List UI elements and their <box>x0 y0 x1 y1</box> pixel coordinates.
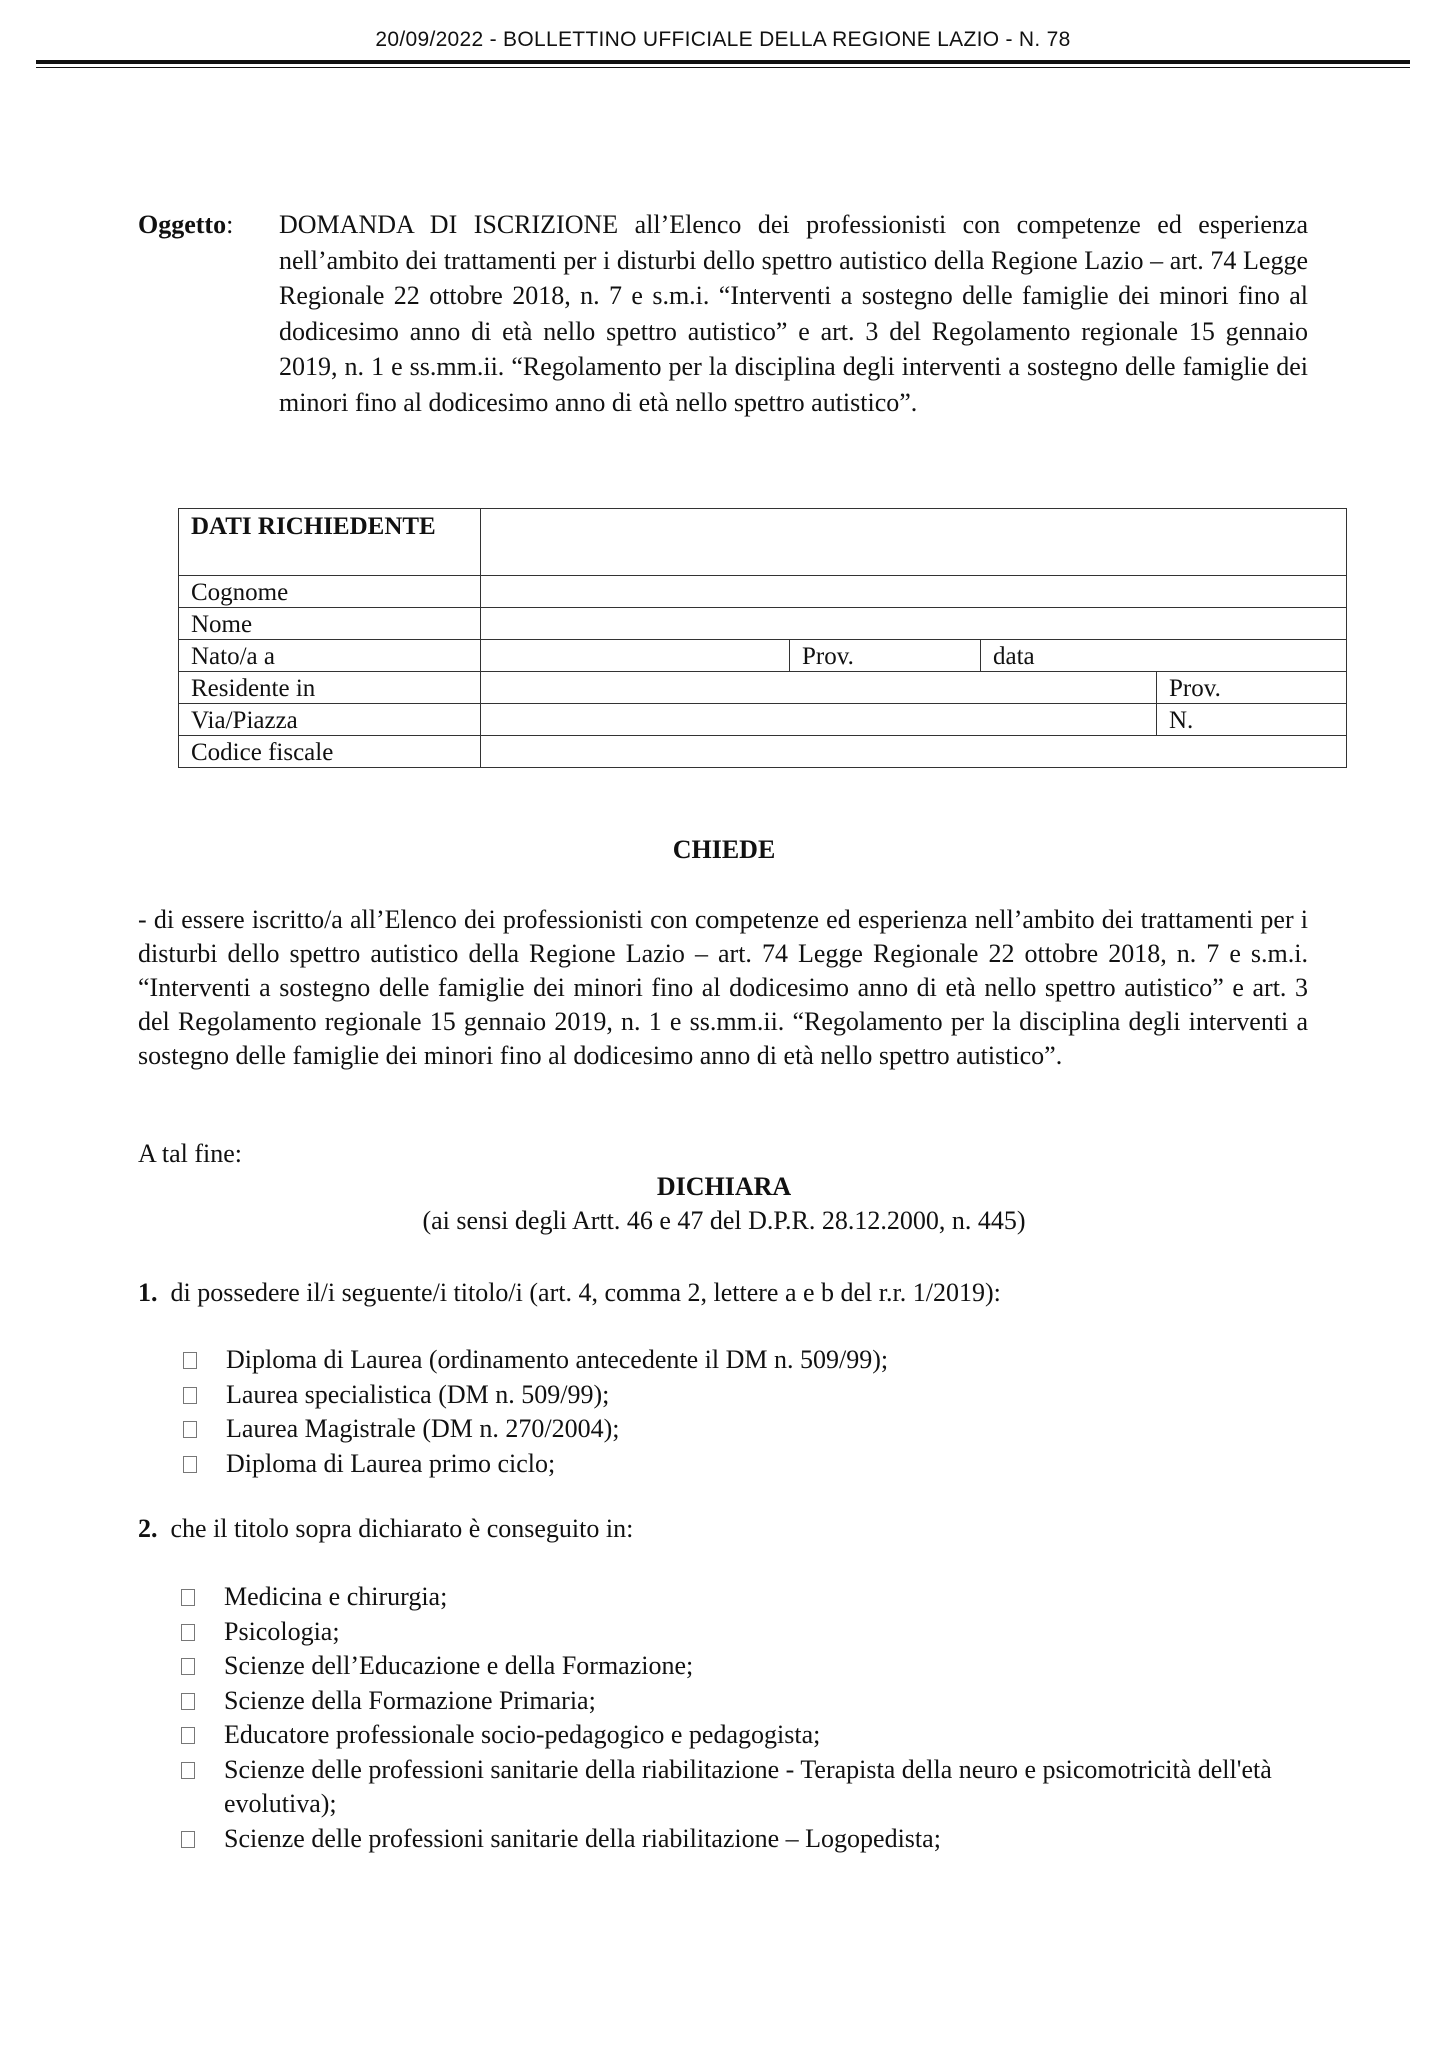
list-item: Educatore professionale socio-pedagogico e pedagogista; <box>178 1718 1328 1753</box>
item-1-number: 1. <box>138 1278 158 1307</box>
checkbox[interactable] <box>183 1352 197 1369</box>
cognome-label: Cognome <box>179 576 481 608</box>
nome-label: Nome <box>179 608 481 640</box>
checkbox[interactable] <box>181 1693 195 1710</box>
item-1 <box>138 1278 1001 1308</box>
chiede-paragraph: - di essere iscritto/a all’Elenco dei professionisti con competenze ed esperienza nell’ambito dei trattamenti per i disturbi dello spettro autistico della Regione Lazio – art. 74 Legge Regionale 22 ottobre 2018, n. 7 e s.m.i. “Interventi a sostegno delle famiglie dei minori fino al dodicesimo anno di età nello spettro autistico” e art. 3 del Regolamento regionale 15 gennaio 2019, n. 1 e ss.mm.ii. “Regolamento per la disciplina degli interventi a sostegno delle famiglie dei minori fino al dodicesimo anno di età nello spettro autistico”. <box>138 905 1308 1070</box>
applicant-data-table <box>178 508 1347 768</box>
checkbox[interactable] <box>181 1658 195 1675</box>
checkbox[interactable] <box>181 1589 195 1606</box>
oggetto-section <box>138 207 1308 420</box>
via-n-label: N. <box>1169 707 1194 734</box>
bulletin-header: 20/09/2022 - BOLLETTINO UFFICIALE DELLA REGIONE LAZIO - N. 78 <box>375 28 1071 51</box>
nato-prov-label: Prov. <box>802 643 854 670</box>
list-item: Laurea specialistica (DM n. 509/99); <box>180 1378 1330 1413</box>
nato-data-label: data <box>993 643 1035 670</box>
oggetto-text: DOMANDA DI ISCRIZIONE all’Elenco dei professionisti con competenze ed esperienza nell’ambito dei trattamenti per i disturbi dello spettro autistico della Regione Lazio – art. 74 Legge Regionale 22 ottobre 2018, n. 7 e s.m.i. “Interventi a sostegno delle famiglie dei minori fino al dodicesimo anno di età nello spettro autistico” e art. 3 del Regolamento regionale 15 gennaio 2019, n. 1 e ss.mm.ii. “Regolamento per la disciplina degli interventi a sostegno delle famiglie dei minori fino al dodicesimo anno di età nello spettro autistico”. <box>279 210 1308 417</box>
list-item: Medicina e chirurgia; <box>178 1580 1328 1615</box>
residente-field[interactable] <box>481 672 1157 704</box>
list-item: Scienze delle professioni sanitarie della riabilitazione – Logopedista; <box>178 1822 1328 1857</box>
a-tal-fine-text: A tal fine: <box>138 1139 242 1168</box>
item-1-text: di possedere il/i seguente/i titolo/i (art. 4, comma 2, lettere a e b del r.r. 1/2019): <box>170 1278 1001 1307</box>
via-field[interactable] <box>481 704 1157 736</box>
via-n-field[interactable] <box>1157 704 1347 736</box>
titolo-options-list <box>180 1343 1330 1481</box>
codice-fiscale-label: Codice fiscale <box>179 736 481 768</box>
checkbox[interactable] <box>183 1387 197 1404</box>
oggetto-label: Oggetto: <box>138 210 234 239</box>
residente-label: Residente in <box>179 672 481 704</box>
dichiara-heading: DICHIARA <box>656 1172 792 1201</box>
list-item: Laurea Magistrale (DM n. 270/2004); <box>180 1412 1330 1447</box>
checkbox[interactable] <box>183 1421 197 1438</box>
nato-data-field[interactable] <box>981 640 1347 672</box>
item-2 <box>138 1514 633 1544</box>
via-label: Via/Piazza <box>179 704 481 736</box>
list-item: Diploma di Laurea (ordinamento antecedente il DM n. 509/99); <box>180 1343 1330 1378</box>
nome-field[interactable] <box>481 608 1347 640</box>
list-item: Scienze della Formazione Primaria; <box>178 1684 1328 1719</box>
residente-prov-field[interactable] <box>1157 672 1347 704</box>
list-item: Scienze delle professioni sanitarie della riabilitazione - Terapista della neuro e psicomotricità dell'età evolutiva); <box>178 1753 1328 1822</box>
cognome-field[interactable] <box>481 576 1347 608</box>
dichiara-subtitle: (ai sensi degli Artt. 46 e 47 del D.P.R. 28.12.2000, n. 445) <box>422 1206 1026 1235</box>
header-rule-thin <box>36 67 1410 68</box>
applicant-data-title: DATI RICHIEDENTE <box>179 509 481 576</box>
checkbox[interactable] <box>181 1831 195 1848</box>
item-2-number: 2. <box>138 1514 158 1543</box>
codice-fiscale-field[interactable] <box>481 736 1347 768</box>
nato-field[interactable] <box>481 640 790 672</box>
applicant-data-title-blank[interactable] <box>481 509 1347 576</box>
checkbox[interactable] <box>181 1727 195 1744</box>
residente-prov-label: Prov. <box>1169 675 1221 702</box>
list-item: Scienze dell’Educazione e della Formazione; <box>178 1649 1328 1684</box>
list-item: Psicologia; <box>178 1615 1328 1650</box>
checkbox[interactable] <box>181 1762 195 1779</box>
header-rule-thick <box>36 60 1410 64</box>
checkbox[interactable] <box>181 1624 195 1641</box>
nato-prov-field[interactable] <box>790 640 981 672</box>
item-2-text: che il titolo sopra dichiarato è conseguito in: <box>170 1514 634 1543</box>
list-item: Diploma di Laurea primo ciclo; <box>180 1447 1330 1482</box>
chiede-heading: CHIEDE <box>672 835 776 864</box>
checkbox[interactable] <box>183 1456 197 1473</box>
nato-label: Nato/a a <box>179 640 481 672</box>
conseguito-options-list <box>178 1580 1328 1856</box>
